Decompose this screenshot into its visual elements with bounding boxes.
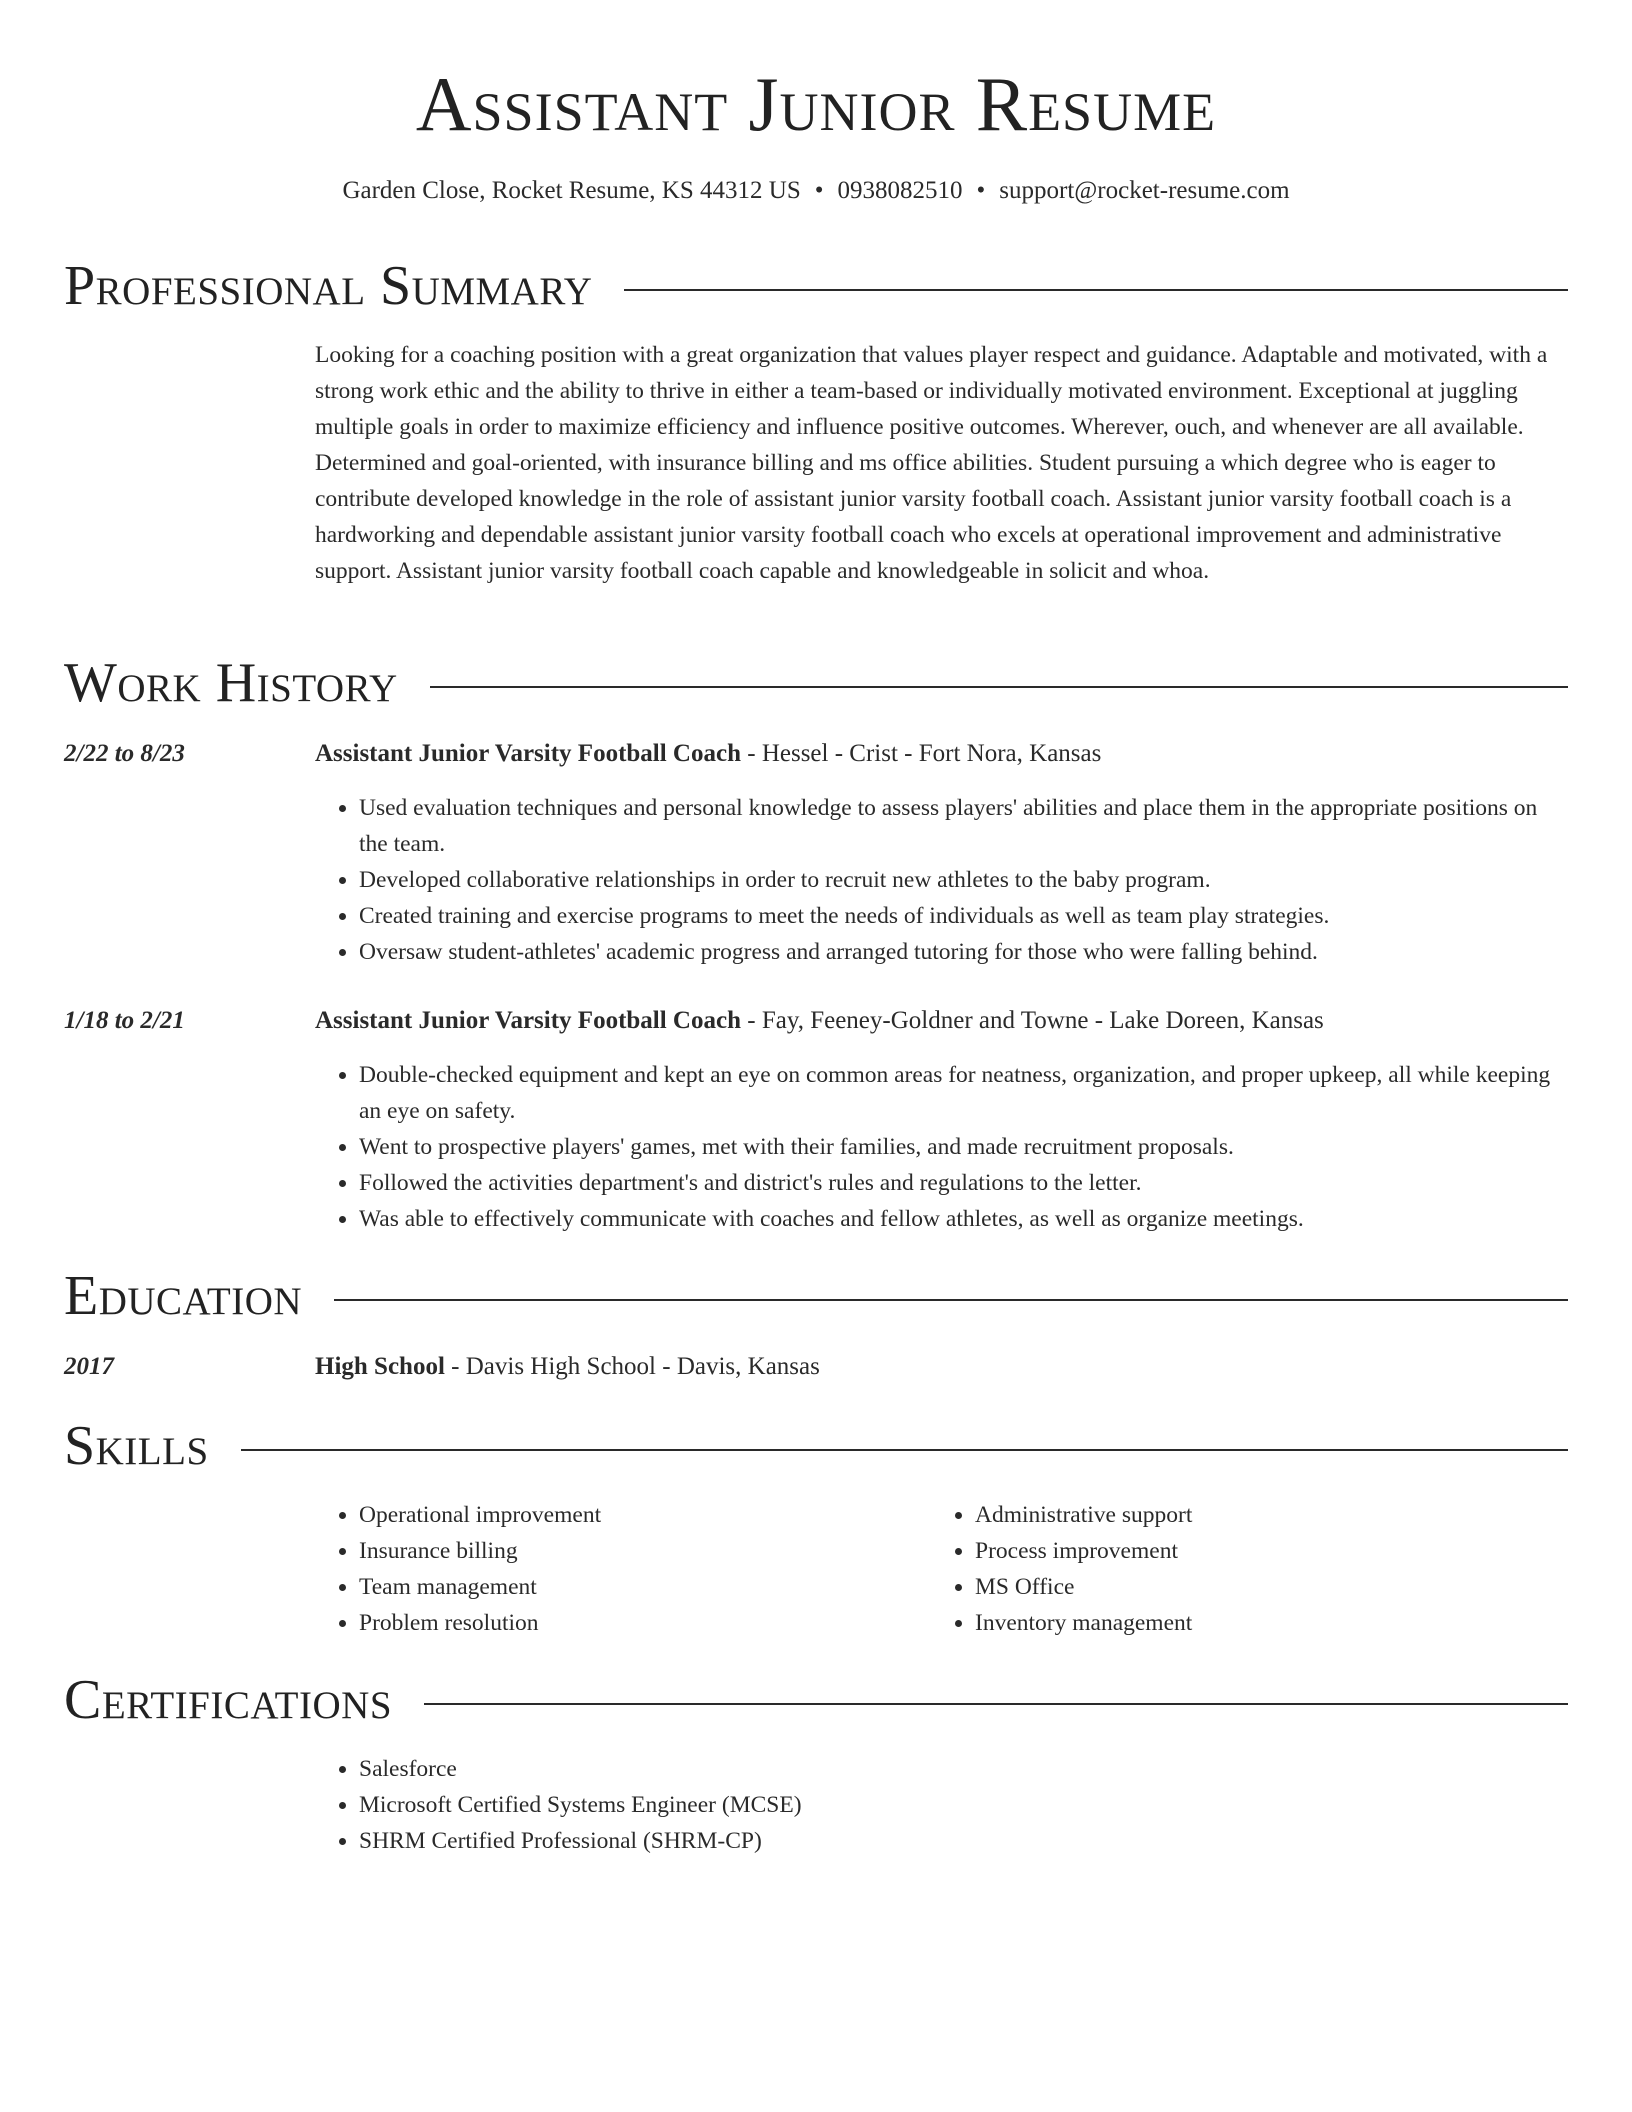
contact-separator: • [814, 177, 824, 204]
section-divider [430, 686, 1568, 688]
job-role: Assistant Junior Varsity Football Coach [315, 1007, 741, 1034]
certification-item: • Salesforce [359, 1751, 1567, 1787]
section-divider [624, 289, 1568, 291]
section-title-education: Education [64, 1265, 303, 1327]
skill-item: • Process improvement [975, 1533, 1567, 1569]
job-details: - Fay, Feeney-Goldner and Towne - Lake Doreen, Kansas [741, 1007, 1324, 1034]
certifications-section-header [64, 1667, 1568, 1733]
list-item: • Oversaw student-athletes' academic progress and arranged tutoring for those who were falling behind. [359, 934, 1567, 970]
job-bullets [315, 790, 1567, 970]
skill-item: • Operational improvement [359, 1497, 931, 1533]
skill-item: • Administrative support [975, 1497, 1567, 1533]
education-year: 2017 [64, 1353, 114, 1380]
job-dates: 1/18 to 2/21 [64, 1007, 185, 1034]
section-divider [241, 1449, 1568, 1451]
job-dates: 2/22 to 8/23 [64, 740, 185, 767]
education-section-header [64, 1263, 1568, 1329]
section-divider [424, 1703, 1568, 1705]
skills-list-right [931, 1497, 1567, 1641]
skills-section-header [64, 1413, 1568, 1479]
education-details: - Davis High School - Davis, Kansas [444, 1353, 820, 1380]
section-title-certifications: Certifications [64, 1669, 393, 1731]
job-title-line [315, 736, 1567, 772]
job-title-line [315, 1003, 1567, 1039]
work-section-header [64, 650, 1568, 716]
list-item: • Went to prospective players' games, met with their families, and made recruitment proposals. [359, 1129, 1567, 1165]
education-degree: High School [315, 1353, 445, 1380]
section-title-work: Work History [64, 652, 398, 714]
section-title-skills: Skills [64, 1415, 209, 1477]
skill-item: • Inventory management [975, 1605, 1567, 1641]
summary-section-header [64, 253, 1568, 319]
skills-list-left [315, 1497, 931, 1641]
list-item: • Created training and exercise programs to meet the needs of individuals as well as team play strategies. [359, 898, 1567, 934]
certification-item: • Microsoft Certified Systems Engineer (MCSE) [359, 1787, 1567, 1823]
list-item: • Used evaluation techniques and personal knowledge to assess players' abilities and place them in the appropriate positions on the team. [359, 790, 1567, 862]
job-bullets [315, 1057, 1567, 1237]
contact-email: support@rocket-resume.com [999, 177, 1290, 204]
job-role: Assistant Junior Varsity Football Coach [315, 740, 741, 767]
contact-address: Garden Close, Rocket Resume, KS 44312 US [342, 177, 801, 204]
summary-text: Looking for a coaching position with a great organization that values player respect and guidance. Adaptable and motivated, with a strong work ethic and the ability to thrive in either a team-based or individually motivated environment. Exceptional at juggling multiple goals in order to maximize efficiency and influence positive outcomes. Wherever, ouch, and whenever are all available. Determined and goal-oriented, with insurance billing and ms office abilities. Student pursuing a which degree who is eager to contribute developed knowledge in the role of assistant junior varsity football coach. Assistant junior varsity football coach is a hardworking and dependable assistant junior varsity football coach who excels at operational improvement and administrative support. Assistant junior varsity football coach capable and knowledgeable in solicit and whoa. [315, 342, 1548, 584]
education-line [315, 1349, 1567, 1385]
section-title-summary: Professional Summary [64, 255, 593, 317]
certification-item: • SHRM Certified Professional (SHRM-CP) [359, 1823, 1567, 1859]
skill-item: • Insurance billing [359, 1533, 931, 1569]
list-item: • Followed the activities department's and district's rules and regulations to the letter. [359, 1165, 1567, 1201]
skill-item: • Team management [359, 1569, 931, 1605]
job-details: - Hessel - Crist - Fort Nora, Kansas [741, 740, 1102, 767]
list-item: • Was able to effectively communicate with coaches and fellow athletes, as well as organize meetings. [359, 1201, 1567, 1237]
certifications-list [315, 1751, 1567, 1859]
resume-name: Assistant Junior Resume [415, 61, 1217, 147]
contact-separator: • [976, 177, 986, 204]
list-item: • Developed collaborative relationships in order to recruit new athletes to the baby program. [359, 862, 1567, 898]
contact-phone: 0938082510 [837, 177, 963, 204]
section-divider [334, 1299, 1568, 1301]
skill-item: • Problem resolution [359, 1605, 931, 1641]
list-item: • Double-checked equipment and kept an eye on common areas for neatness, organization, and proper upkeep, all while keeping an eye on safety. [359, 1057, 1567, 1129]
skill-item: • MS Office [975, 1569, 1567, 1605]
contact-line [0, 174, 1632, 208]
